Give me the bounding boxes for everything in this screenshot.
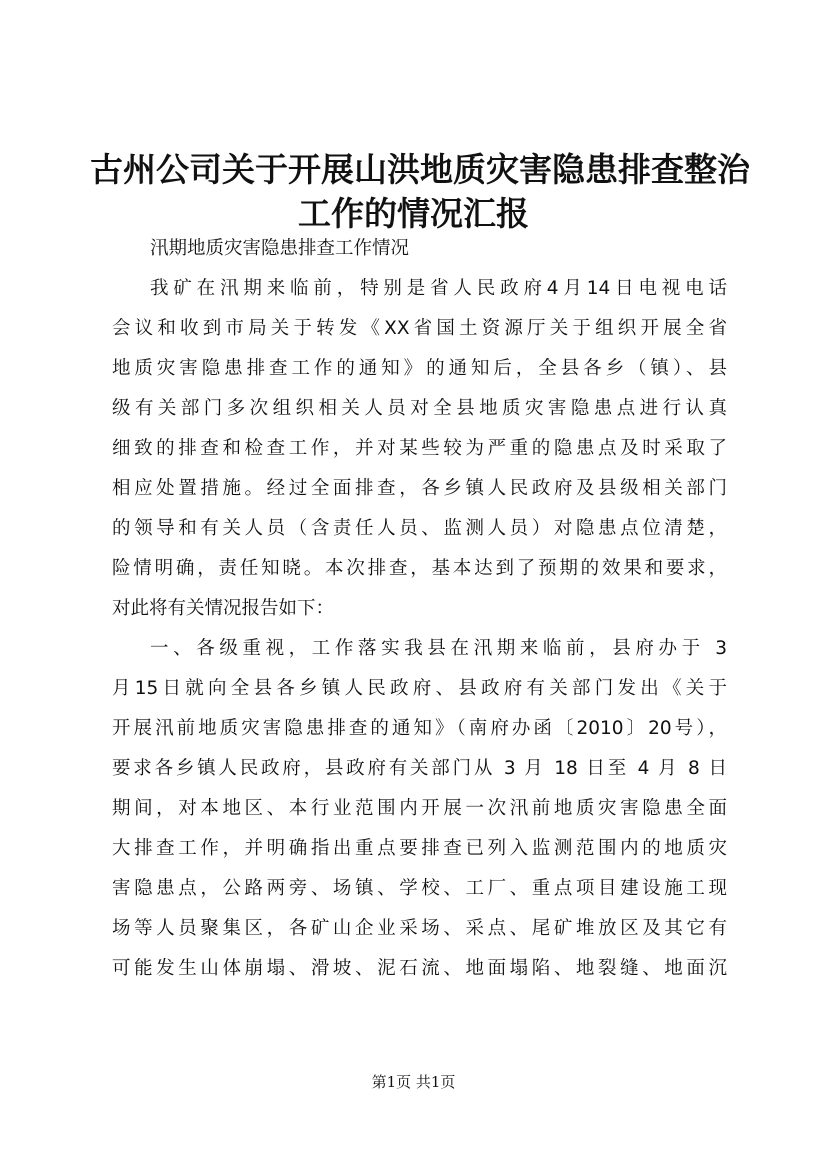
paragraph-3-line-8: 场等人员聚集区，各矿山企业采场、采点、尾矿堆放区及其它有 [112, 918, 727, 939]
paragraph-2-line-9: 对此将有关情况报告如下： [112, 598, 335, 619]
paragraph-2-line-5: 细致的排查和检查工作，并对某些较为严重的隐患点及时采取了 [112, 438, 727, 459]
paragraph-2-line-6: 相应处置措施。经过全面排查，各乡镇人民政府及县级相关部门 [112, 478, 727, 499]
paragraph-2-line-7: 的领导和有关人员（含责任人员、监测人员）对隐患点位清楚， [112, 518, 727, 539]
paragraph-3-line-1: 一、各级重视，工作落实我县在汛期来临前，县府办于 3 [150, 638, 727, 659]
paragraph-3-line-2: 月15日就向全县各乡镇人民政府、县政府有关部门发出《关于 [112, 678, 727, 699]
paragraph-2-line-3: 地质灾害隐患排查工作的通知》的通知后，全县各乡（镇）、县 [112, 358, 727, 379]
document-title-line-2: 工作的情况汇报 [298, 194, 529, 233]
paragraph-3-line-6: 大排查工作，并明确指出重点要排查已列入监测范围内的地质灾 [112, 838, 727, 859]
paragraph-1-line-1: 汛期地质灾害隐患排查工作情况 [150, 238, 410, 259]
document-body [112, 229, 727, 989]
paragraph-2-line-2: 会议和收到市局关于转发《XX省国土资源厅关于组织开展全省 [112, 318, 727, 339]
paragraph-3-line-3: 开展汛前地质灾害隐患排查的通知》（南府办函〔2010〕20号）， [112, 718, 727, 739]
paragraph-2-line-8: 险情明确，责任知晓。本次排查，基本达到了预期的效果和要求， [112, 558, 727, 579]
paragraph-3-line-7: 害隐患点，公路两旁、场镇、学校、工厂、重点项目建设施工现 [112, 878, 727, 899]
paragraph-3-line-4: 要求各乡镇人民政府，县政府有关部门从 3 月 18 日至 4 月 8 日 [112, 758, 727, 779]
paragraph-3-line-9: 可能发生山体崩塌、滑坡、泥石流、地面塌陷、地裂缝、地面沉 [112, 958, 727, 979]
paragraph-3-line-5: 期间，对本地区、本行业范围内开展一次汛前地质灾害隐患全面 [112, 798, 727, 819]
page-footer: 第1页 共1页 [371, 1073, 456, 1091]
paragraph-2-line-4: 级有关部门多次组织相关人员对全县地质灾害隐患点进行认真 [112, 398, 727, 419]
paragraph-2-line-1: 我矿在汛期来临前，特别是省人民政府4月14日电视电话 [150, 278, 727, 299]
document-title-line-1: 古州公司关于开展山洪地质灾害隐患排查整治 [90, 150, 750, 189]
